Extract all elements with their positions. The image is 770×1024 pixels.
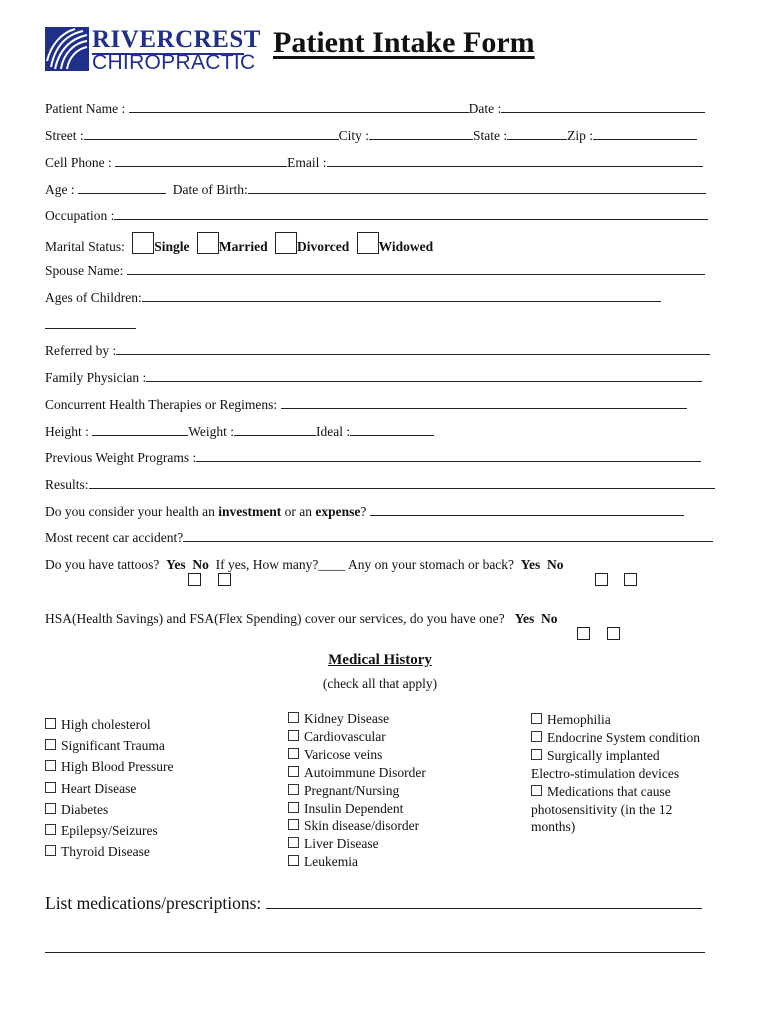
stomach-yes-label: Yes bbox=[520, 557, 541, 572]
medications-label: List medications/prescriptions: bbox=[45, 893, 262, 913]
divorced-checkbox[interactable] bbox=[275, 232, 297, 254]
family-physician-label: Family Physician : bbox=[45, 370, 147, 385]
condition-label: Endocrine System condition bbox=[547, 729, 700, 745]
tattoos-no-label: No bbox=[192, 557, 209, 572]
checkbox-icon[interactable] bbox=[288, 748, 299, 759]
dob-field[interactable] bbox=[248, 181, 706, 194]
condition-item[interactable] bbox=[288, 746, 426, 764]
expense-bold: expense bbox=[315, 504, 361, 519]
condition-item[interactable] bbox=[45, 735, 174, 756]
referred-by-field[interactable] bbox=[116, 342, 710, 355]
condition-item[interactable] bbox=[288, 728, 426, 746]
occupation-field[interactable] bbox=[114, 207, 708, 220]
city-label: City : bbox=[338, 128, 370, 143]
checkbox-icon[interactable] bbox=[288, 837, 299, 848]
marital-status-label: Marital Status: bbox=[45, 239, 125, 254]
condition-item[interactable] bbox=[288, 835, 426, 853]
dob-label: Date of Birth: bbox=[172, 182, 248, 197]
spouse-name-field[interactable] bbox=[127, 262, 705, 275]
patient-name-field[interactable] bbox=[129, 100, 469, 113]
divorced-label: Divorced bbox=[297, 239, 350, 254]
checkbox-icon[interactable] bbox=[288, 819, 299, 830]
investment-text-3: ? bbox=[360, 504, 367, 519]
condition-item[interactable] bbox=[531, 711, 706, 729]
ideal-label: Ideal : bbox=[316, 424, 351, 439]
condition-item[interactable] bbox=[288, 764, 426, 782]
row-results bbox=[45, 476, 715, 494]
checkbox-icon[interactable] bbox=[288, 802, 299, 813]
tattoos-no-checkbox[interactable] bbox=[218, 573, 231, 586]
row-tattoos bbox=[45, 556, 564, 574]
tattoos-label: Do you have tattoos? bbox=[45, 557, 160, 572]
condition-label: Varicose veins bbox=[304, 746, 383, 762]
condition-label: Cardiovascular bbox=[304, 728, 386, 744]
results-label: Results: bbox=[45, 477, 89, 492]
occupation-label: Occupation : bbox=[45, 208, 115, 223]
tattoos-yes-label: Yes bbox=[166, 557, 186, 572]
condition-item[interactable] bbox=[288, 853, 426, 871]
street-field[interactable] bbox=[84, 127, 339, 140]
investment-question bbox=[45, 504, 366, 519]
ideal-field[interactable] bbox=[350, 423, 434, 436]
age-field[interactable] bbox=[78, 181, 166, 194]
hsa-yes-checkbox[interactable] bbox=[577, 627, 590, 640]
hsa-no-label: No bbox=[541, 611, 558, 626]
single-checkbox[interactable] bbox=[132, 232, 154, 254]
condition-label: Hemophilia bbox=[547, 712, 611, 727]
checkbox-icon[interactable] bbox=[288, 766, 299, 777]
widowed-checkbox[interactable] bbox=[357, 232, 379, 254]
row-concurrent bbox=[45, 396, 687, 414]
condition-label: Pregnant/Nursing bbox=[304, 782, 400, 798]
previous-weight-label: Previous Weight Programs : bbox=[45, 450, 197, 465]
age-label: Age : bbox=[45, 182, 75, 197]
zip-field[interactable] bbox=[593, 127, 697, 140]
logo-text-top: RIVERCREST bbox=[92, 26, 261, 53]
condition-item[interactable] bbox=[288, 800, 426, 818]
ages-children-label: Ages of Children: bbox=[45, 290, 142, 305]
condition-label: Thyroid Disease bbox=[61, 844, 150, 860]
row-hsa bbox=[45, 610, 558, 628]
medications-field[interactable] bbox=[266, 894, 702, 909]
condition-item[interactable] bbox=[531, 729, 706, 747]
row-spouse bbox=[45, 262, 705, 280]
city-field[interactable] bbox=[369, 127, 473, 140]
condition-label: Epilepsy/Seizures bbox=[61, 823, 158, 839]
row-age bbox=[45, 181, 706, 199]
single-label: Single bbox=[154, 239, 190, 254]
checkbox-icon[interactable] bbox=[531, 713, 542, 724]
weight-label: Weight : bbox=[188, 424, 235, 439]
row-address bbox=[45, 127, 697, 145]
checkbox-icon[interactable] bbox=[45, 824, 56, 835]
hsa-yes-label: Yes bbox=[514, 611, 535, 626]
car-accident-field[interactable] bbox=[183, 529, 713, 542]
date-label: Date : bbox=[468, 101, 502, 116]
date-field[interactable] bbox=[501, 100, 705, 113]
condition-label: Kidney Disease bbox=[304, 711, 390, 726]
cell-phone-label: Cell Phone : bbox=[45, 155, 112, 170]
checkbox-icon[interactable] bbox=[45, 803, 56, 814]
row-occupation bbox=[45, 207, 708, 225]
condition-item[interactable] bbox=[288, 817, 426, 835]
spouse-name-label: Spouse Name: bbox=[45, 263, 124, 278]
checkbox-icon[interactable] bbox=[288, 712, 299, 723]
condition-item[interactable] bbox=[45, 799, 174, 820]
row-previous-weight bbox=[45, 449, 701, 467]
married-checkbox[interactable] bbox=[197, 232, 219, 254]
condition-label: Diabetes bbox=[61, 801, 109, 817]
investment-bold: investment bbox=[218, 504, 282, 519]
checkbox-icon[interactable] bbox=[531, 731, 542, 742]
condition-label: Insulin Dependent bbox=[304, 800, 404, 816]
condition-label: Liver Disease bbox=[304, 836, 379, 852]
hsa-label: HSA(Health Savings) and FSA(Flex Spending) cover our services, do you have one? bbox=[45, 611, 505, 626]
tattoos-yes-checkbox[interactable] bbox=[188, 573, 201, 586]
checkbox-icon[interactable] bbox=[45, 739, 56, 750]
checkbox-icon[interactable] bbox=[288, 855, 299, 866]
state-label: State : bbox=[473, 128, 508, 143]
condition-item[interactable] bbox=[45, 756, 174, 777]
investment-text-2: or an bbox=[281, 504, 316, 519]
family-physician-field[interactable] bbox=[146, 369, 702, 382]
previous-weight-field[interactable] bbox=[196, 449, 701, 462]
street-label: Street : bbox=[45, 128, 84, 143]
page-title: Patient Intake Form bbox=[273, 26, 535, 59]
condition-item[interactable] bbox=[288, 710, 426, 728]
widowed-label: Widowed bbox=[378, 239, 434, 254]
checkbox-icon[interactable] bbox=[45, 760, 56, 771]
condition-item[interactable] bbox=[45, 820, 174, 841]
stomach-no-label: No bbox=[547, 557, 564, 572]
checkbox-icon[interactable] bbox=[531, 785, 542, 796]
condition-item[interactable] bbox=[45, 714, 174, 735]
married-label: Married bbox=[218, 239, 268, 254]
height-label: Height : bbox=[45, 424, 89, 439]
condition-item[interactable] bbox=[531, 747, 706, 783]
ages-children-field-continued[interactable] bbox=[45, 316, 136, 329]
condition-label: Leukemia bbox=[304, 854, 358, 870]
condition-label: High Blood Pressure bbox=[61, 759, 174, 775]
stomach-no-checkbox[interactable] bbox=[624, 573, 637, 586]
car-accident-label: Most recent car accident? bbox=[45, 530, 184, 545]
medical-history-col-3 bbox=[531, 711, 706, 836]
checkbox-icon[interactable] bbox=[45, 718, 56, 729]
medical-history-col-1 bbox=[45, 714, 174, 862]
medications-row bbox=[45, 892, 702, 914]
row-physician bbox=[45, 369, 702, 387]
logo-text-bottom: CHIROPRACTIC bbox=[92, 51, 256, 74]
checkbox-icon[interactable] bbox=[288, 784, 299, 795]
investment-field[interactable] bbox=[370, 503, 684, 516]
checkbox-icon[interactable] bbox=[45, 845, 56, 856]
medical-history-col-2 bbox=[288, 710, 426, 871]
patient-name-label: Patient Name : bbox=[45, 101, 126, 116]
condition-item[interactable] bbox=[45, 841, 174, 862]
condition-label: Autoimmune Disorder bbox=[304, 764, 426, 780]
row-patient-name bbox=[45, 100, 705, 118]
condition-item[interactable] bbox=[288, 782, 426, 800]
row-contact bbox=[45, 154, 703, 172]
cell-phone-field[interactable] bbox=[115, 154, 287, 167]
logo-swirl-icon bbox=[45, 27, 89, 71]
concurrent-label: Concurrent Health Therapies or Regimens: bbox=[45, 397, 278, 412]
referred-by-label: Referred by : bbox=[45, 343, 117, 358]
results-field[interactable] bbox=[89, 476, 715, 489]
email-field[interactable] bbox=[327, 154, 703, 167]
state-field[interactable] bbox=[507, 127, 567, 140]
row-referred bbox=[45, 342, 710, 360]
tattoos-followup: If yes, How many?____ Any on your stomach or back? bbox=[215, 557, 515, 572]
stomach-yes-checkbox[interactable] bbox=[595, 573, 608, 586]
condition-label: Medications that cause photosensitivity (in the 12 months) bbox=[531, 783, 673, 835]
medications-field-continued[interactable] bbox=[45, 940, 705, 953]
checkbox-icon[interactable] bbox=[531, 749, 542, 760]
hsa-no-checkbox[interactable] bbox=[607, 627, 620, 640]
zip-label: Zip : bbox=[567, 128, 594, 143]
condition-label: Heart Disease bbox=[61, 780, 137, 796]
condition-label: Surgically implanted Electro-stimulation devices bbox=[531, 747, 680, 781]
row-children-cont bbox=[45, 316, 136, 334]
medical-history-subtitle: (check all that apply) bbox=[322, 676, 438, 691]
ages-children-field[interactable] bbox=[142, 289, 661, 302]
condition-label: High cholesterol bbox=[61, 717, 151, 732]
email-label: Email : bbox=[287, 155, 327, 170]
weight-field[interactable] bbox=[234, 423, 316, 436]
row-height-weight bbox=[45, 423, 434, 441]
condition-label: Skin disease/disorder bbox=[304, 818, 420, 834]
checkbox-icon[interactable] bbox=[45, 782, 56, 793]
checkbox-icon[interactable] bbox=[288, 730, 299, 741]
condition-label: Significant Trauma bbox=[61, 738, 165, 754]
logo bbox=[45, 26, 261, 74]
investment-text-1: Do you consider your health an bbox=[45, 504, 219, 519]
condition-item[interactable] bbox=[531, 783, 706, 837]
row-investment bbox=[45, 503, 684, 521]
row-children bbox=[45, 289, 661, 307]
concurrent-field[interactable] bbox=[281, 396, 687, 409]
row-car-accident bbox=[45, 529, 713, 547]
row-marital-status bbox=[45, 232, 433, 254]
condition-item[interactable] bbox=[45, 778, 174, 799]
height-field[interactable] bbox=[92, 423, 188, 436]
medical-history-title: Medical History bbox=[328, 652, 432, 668]
